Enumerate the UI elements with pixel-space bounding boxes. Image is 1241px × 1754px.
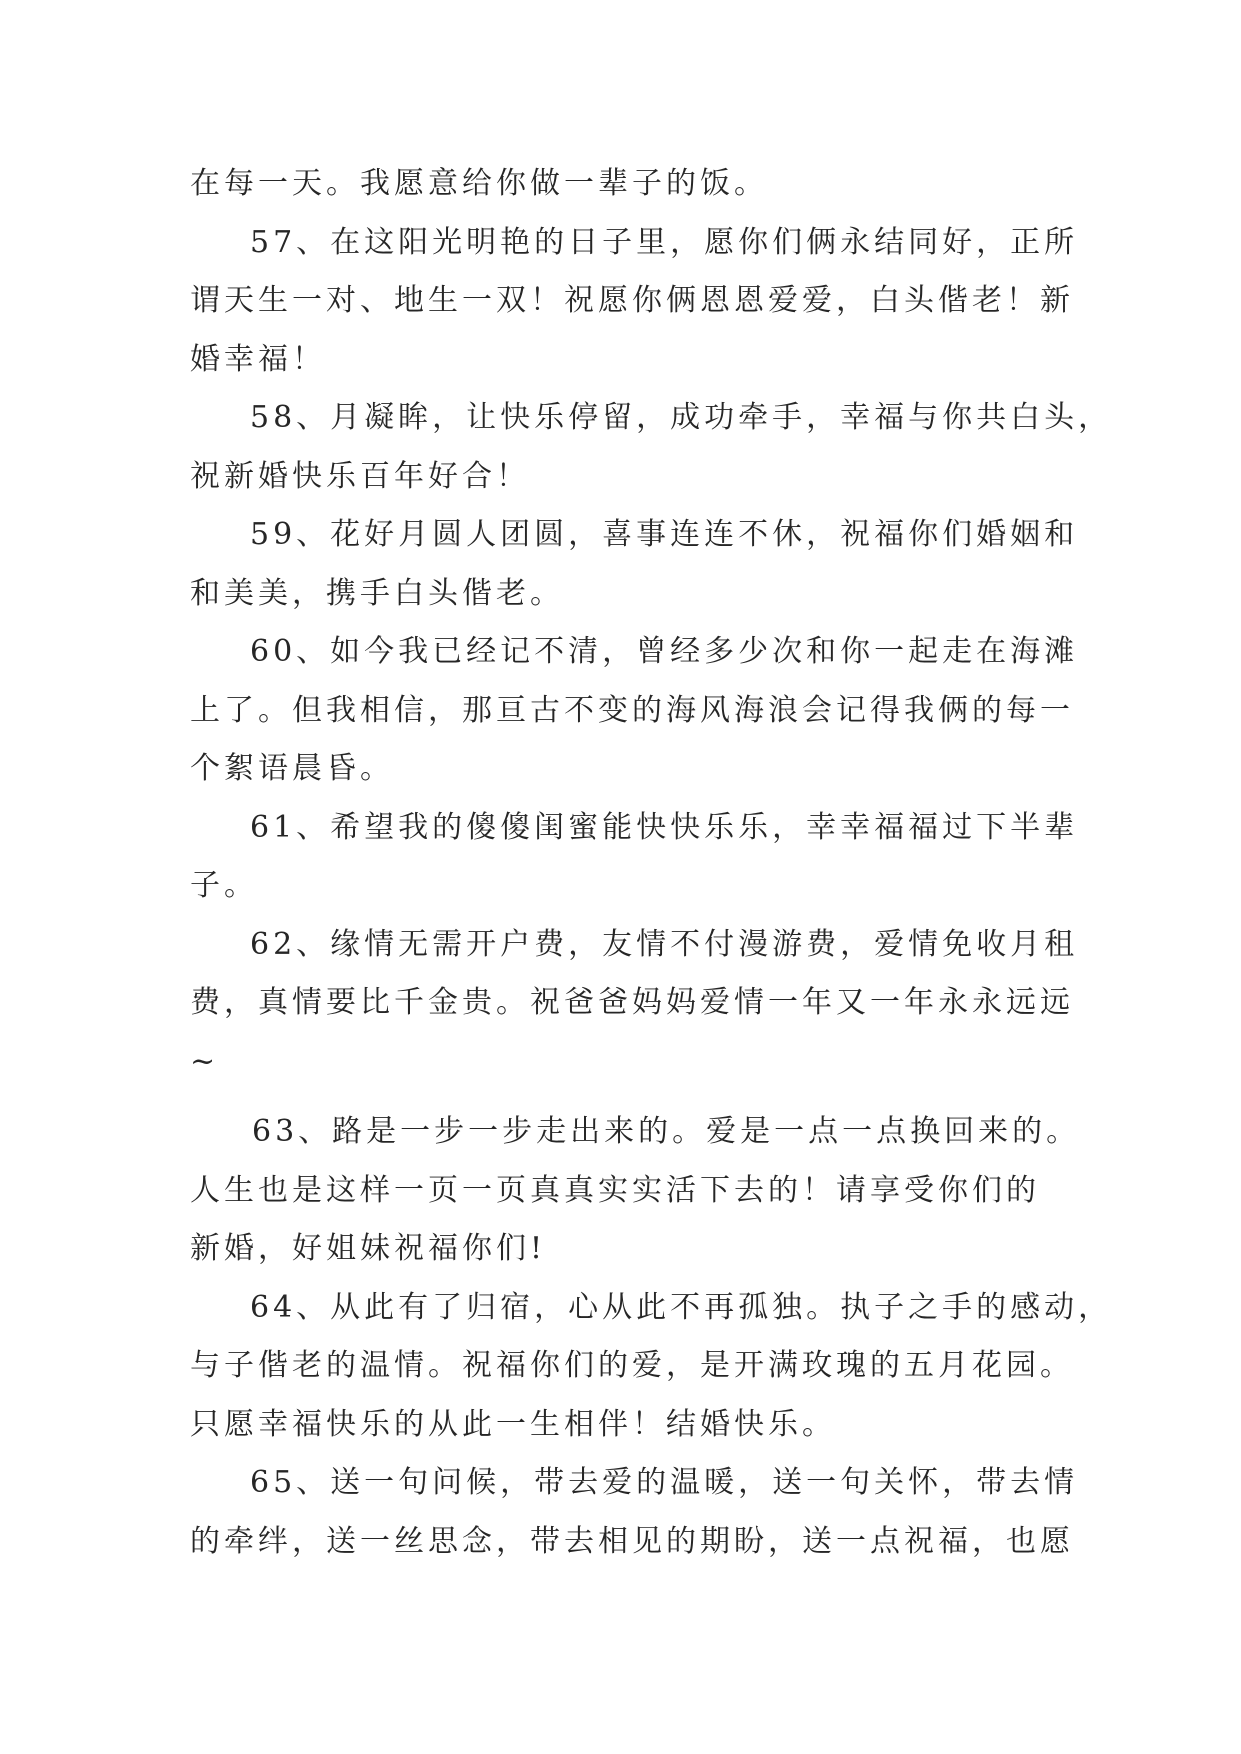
text-line: 在每一天。我愿意给你做一辈子的饭。 xyxy=(190,166,768,201)
paragraph-61 xyxy=(190,799,1079,916)
text-line: 的牵绊，送一丝思念，带去相见的期盼，送一点祝福，也愿 xyxy=(190,1523,1074,1559)
paragraph-60 xyxy=(190,623,1079,799)
text-line: 57、在这阳光明艳的日子里，愿你们俩永结同好，正所 xyxy=(250,224,1079,260)
text-line: 60、如今我已经记不清，曾经多少次和你一起走在海滩 xyxy=(250,634,1079,669)
text-line: 与子偕老的温情。祝福你们的爱，是开满玫瑰的五月花园。 xyxy=(190,1348,1074,1383)
text-line: 祝新婚快乐百年好合！ xyxy=(190,458,530,494)
paragraph-65 xyxy=(190,1454,1079,1571)
paragraph-59 xyxy=(190,506,1079,623)
text-line: 59、花好月圆人团圆，喜事连连不休，祝福你们婚姻和 xyxy=(250,517,1079,552)
text-line: 58、月凝眸，让快乐停留，成功牵手，幸福与你共白头， xyxy=(250,400,1113,435)
paragraph-57 xyxy=(190,214,1079,390)
text-line: 费，真情要比千金贵。祝爸爸妈妈爱情一年又一年永永远远 xyxy=(190,985,1074,1020)
paragraph-56-tail xyxy=(190,155,1060,214)
paragraph-64 xyxy=(190,1279,1113,1455)
paragraph-63 xyxy=(190,1103,1081,1279)
paragraph-62 xyxy=(190,916,1079,1092)
text-line: 62、缘情无需开户费，友情不付漫游费，爱情免收月租 xyxy=(250,926,1079,962)
text-line: 新婚，好姐妹祝福你们! xyxy=(190,1231,547,1266)
document-body xyxy=(190,155,1113,1571)
text-line: 子。 xyxy=(190,868,258,903)
text-line: 婚幸福！ xyxy=(190,341,326,377)
text-line: 61、希望我的傻傻闺蜜能快快乐乐，幸幸福福过下半辈 xyxy=(250,809,1079,845)
text-line: 只愿幸福快乐的从此一生相伴！结婚快乐。 xyxy=(190,1406,836,1442)
text-line: 64、从此有了归宿，心从此不再孤独。执子之手的感动， xyxy=(250,1289,1113,1325)
text-line: ~ xyxy=(190,1043,220,1079)
text-line: 和美美，携手白头偕老。 xyxy=(190,575,564,611)
text-line: 63、路是一步一步走出来的。爱是一点一点换回来的。 xyxy=(252,1114,1081,1149)
text-line: 谓天生一对、地生一双！祝愿你俩恩恩爱爱，白头偕老！新 xyxy=(190,283,1074,318)
text-line: 人生也是这样一页一页真真实实活下去的！请享受你们的 xyxy=(190,1172,1040,1208)
text-line: 上了。但我相信，那亘古不变的海风海浪会记得我俩的每一 xyxy=(190,692,1074,728)
paragraph-58 xyxy=(190,389,1113,506)
text-line: 65、送一句问候，带去爱的温暖，送一句关怀，带去情 xyxy=(250,1465,1079,1500)
text-line: 个絮语晨昏。 xyxy=(190,751,394,786)
